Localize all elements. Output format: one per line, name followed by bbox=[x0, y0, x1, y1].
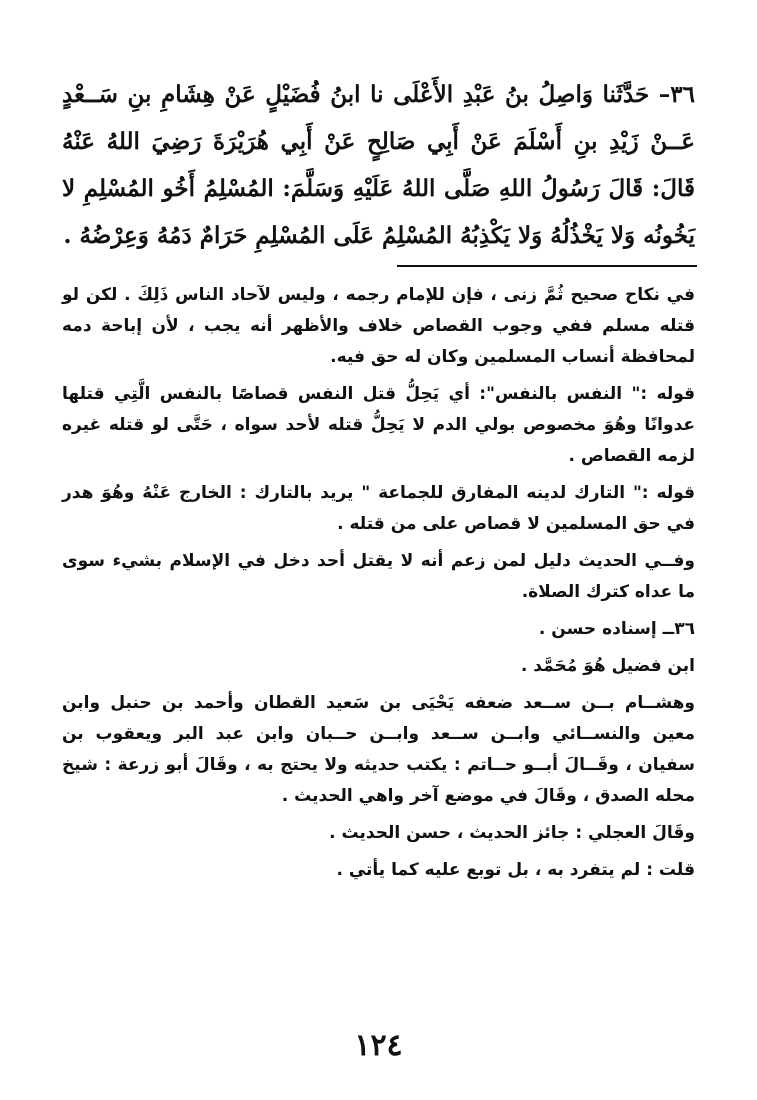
footnote-paragraph: قوله :" التارك لدينه المفارق للجماعة " يريد بالتارك : الخارج عَنْهُ وهُوَ هدر في حق المسلمين لا قصاص على من قتله . bbox=[62, 483, 695, 534]
footnote-paragraph: قلت : لم يتفرد به ، بل توبع عليه كما يأتي . bbox=[336, 860, 695, 880]
footnote-paragraph: وفــي الحديث دليل لمن زعم أنه لا يقتل أحد دخل في الإسلام بشيء سوى ما عداه كترك الصلاة. bbox=[62, 551, 695, 602]
footnote-paragraph: وقَالَ العجلي : جائز الحديث ، حسن الحديث . bbox=[329, 823, 695, 843]
footnote-paragraph: وهشــام بــن ســعد ضعفه يَحْيَى بن سَعيد القطان وأحمد بن حنبل وابن معين والنســائي وابــن ســعد وابــن حــبان وابن عبد البر ويعقوب بن سفيان ، وقَــالَ أبــو حــاتم : يكتب حديثه ولا يحتج به ، وقَالَ أبو زرعة : شيخ محله الصدق ، وقَالَ في موضع آخر واهي الحديث . bbox=[62, 693, 695, 806]
page-number: ١٢٤ bbox=[354, 1028, 403, 1063]
footnote-paragraph: في نكاح صحيح ثُمَّ زنى ، فإن للإمام رجمه ، وليس لآحاد الناس ذَلِكَ . لكن لو قتله مسلم ففي وجوب القصاص خلاف والأظهر أنه يجب ، لأن إباحة دمه لمحافظة أنساب المسلمين وكان له حق فيه. bbox=[62, 285, 695, 367]
hadith-text: ٣٦– حَدَّثَنا وَاصِلُ بنُ عَبْدِ الأَعْلَى نا ابنُ فُضَيْلٍ عَنْ هِشَامِ بنِ سَــعْدٍ عَــنْ زَيْدِ بنِ أَسْلَمَ عَنْ أَبِي صَالِحٍ عَنْ أَبِي هُرَيْرَةَ رَضِيَ اللهُ عَنْهُ قَالَ: قَالَ رَسُولُ اللهِ صَلَّى اللهُ عَلَيْهِ وَسَلَّمَ: المُسْلِمُ أَخُو المُسْلِمِ لا يَخُونُه وَلا يَخْذُلُهُ وَلا يَكْذِبُهُ المُسْلِمُ عَلَى المُسْلِمِ حَرَامٌ دَمُهُ وَعِرْضُهُ . bbox=[62, 81, 695, 249]
footnote-separator bbox=[397, 265, 697, 267]
footnotes bbox=[62, 280, 695, 886]
footnote-paragraph: ٣٦ــ إسناده حسن . bbox=[538, 619, 695, 639]
footnote-paragraph: قوله :" النفس بالنفس": أي يَحِلُّ قتل النفس قصاصًا بالنفس الَّتِي قتلها عدوانًا وهُوَ مخصوص بولي الدم لا يَحِلُّ قتله لأحد سواه ، حَتَّى لو قتله غيره لزمه القصاص . bbox=[62, 384, 695, 466]
footnote-paragraph: ابن فضيل هُوَ مُحَمَّد . bbox=[520, 656, 695, 676]
